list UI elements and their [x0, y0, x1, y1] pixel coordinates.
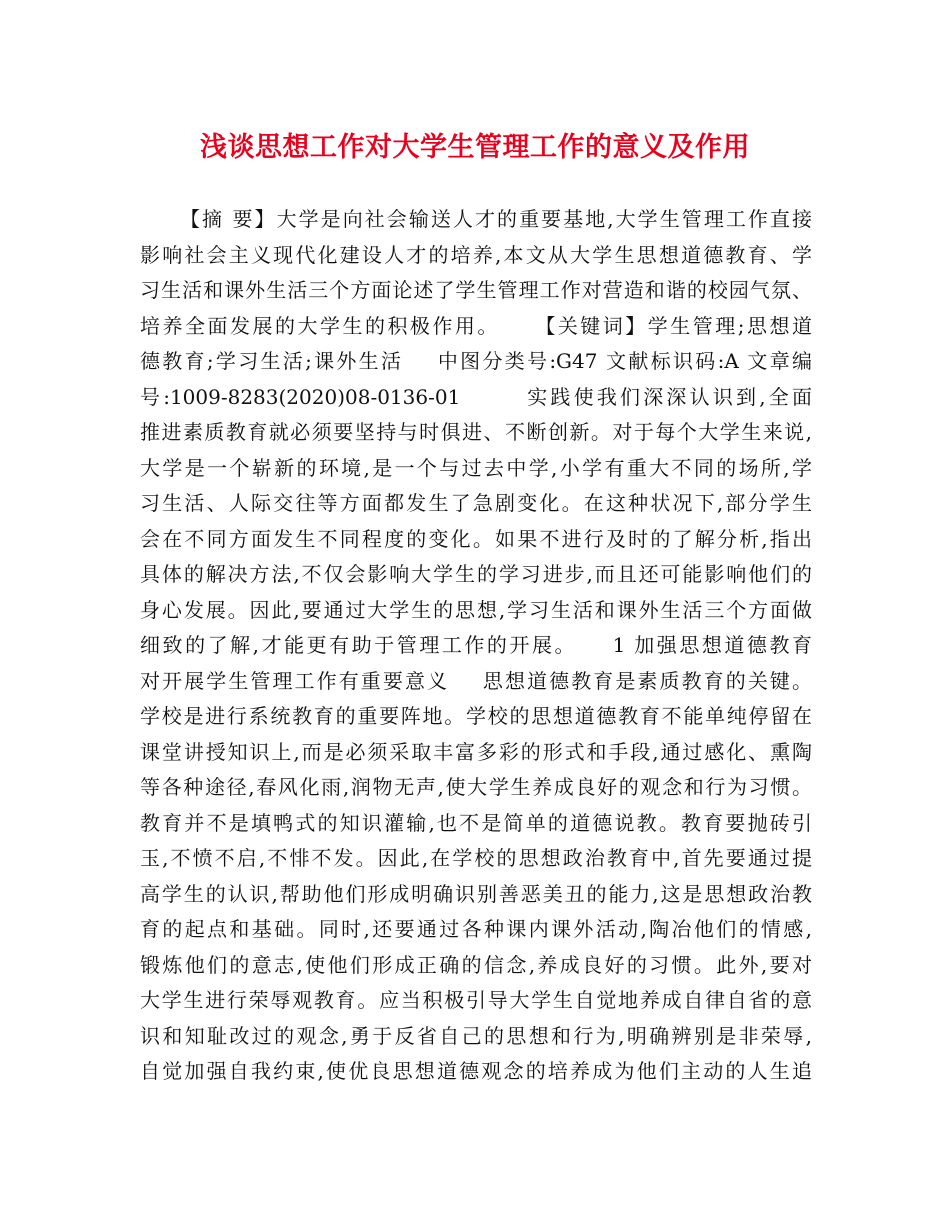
body-line: 识和知耻改过的观念,勇于反省自己的思想和行为,明确辨别是非荣辱, [140, 1023, 812, 1048]
document-title: 浅谈思想工作对大学生管理工作的意义及作用 [200, 132, 750, 163]
body-line: 【摘 要】大学是向社会输送人才的重要基地,大学生管理工作直接 [180, 207, 812, 231]
document-body [140, 202, 812, 1090]
body-line: 学校是进行系统教育的重要阵地。学校的思想道德教育不能单纯停留在 [140, 704, 812, 728]
body-line: 德教育;学习生活;课外生活 中图分类号:G47 文献标识码:A 文章编 [140, 349, 812, 373]
body-line: 习生活、人际交往等方面都发生了急剧变化。在这种状况下,部分学生 [140, 491, 812, 515]
body-line: 推进素质教育就必须要坚持与时俱进、不断创新。对于每个大学生来说, [140, 420, 812, 444]
body-line: 课堂讲授知识上,而是必须采取丰富多彩的形式和手段,通过感化、熏陶 [140, 739, 812, 764]
body-line: 习生活和课外生活三个方面论述了学生管理工作对营造和谐的校园气氛、 [140, 278, 812, 302]
body-line: 号:1009-8283(2020)08-0136-01 实践使我们深深认识到,全面 [140, 384, 812, 409]
body-line: 大学生进行荣辱观教育。应当积极引导大学生自觉地养成自律自省的意 [140, 988, 812, 1012]
body-line: 对开展学生管理工作有重要意义 思想道德教育是素质教育的关键。 [140, 668, 812, 693]
body-line: 培养全面发展的大学生的积极作用。 【关键词】学生管理;思想道 [140, 313, 812, 338]
body-line: 大学是一个崭新的环境,是一个与过去中学,小学有重大不同的场所,学 [140, 455, 812, 480]
body-line: 影响社会主义现代化建设人才的培养,本文从大学生思想道德教育、学 [140, 242, 812, 267]
body-line: 具体的解决方法,不仅会影响大学生的学习进步,而且还可能影响他们的 [140, 562, 812, 586]
body-line: 育的起点和基础。同时,还要通过各种课内课外活动,陶冶他们的情感, [140, 917, 812, 941]
body-line: 细致的了解,才能更有助于管理工作的开展。 1 加强思想道德教育 [140, 633, 812, 657]
body-line: 教育并不是填鸭式的知识灌输,也不是简单的道德说教。教育要抛砖引 [140, 810, 812, 835]
body-line: 自觉加强自我约束,使优良思想道德观念的培养成为他们主动的人生追 [140, 1059, 812, 1083]
body-line: 玉,不愤不启,不悱不发。因此,在学校的思想政治教育中,首先要通过提 [140, 846, 812, 870]
body-line: 会在不同方面发生不同程度的变化。如果不进行及时的了解分析,指出 [140, 526, 812, 551]
body-line: 高学生的认识,帮助他们形成明确识别善恶美丑的能力,这是思想政治教 [140, 881, 812, 906]
body-line: 身心发展。因此,要通过大学生的思想,学习生活和课外生活三个方面做 [140, 597, 812, 622]
body-line: 等各种途径,春风化雨,润物无声,使大学生养成良好的观念和行为习惯。 [140, 775, 812, 799]
body-line: 锻炼他们的意志,使他们形成正确的信念,养成良好的习惯。此外,要对 [140, 952, 812, 977]
